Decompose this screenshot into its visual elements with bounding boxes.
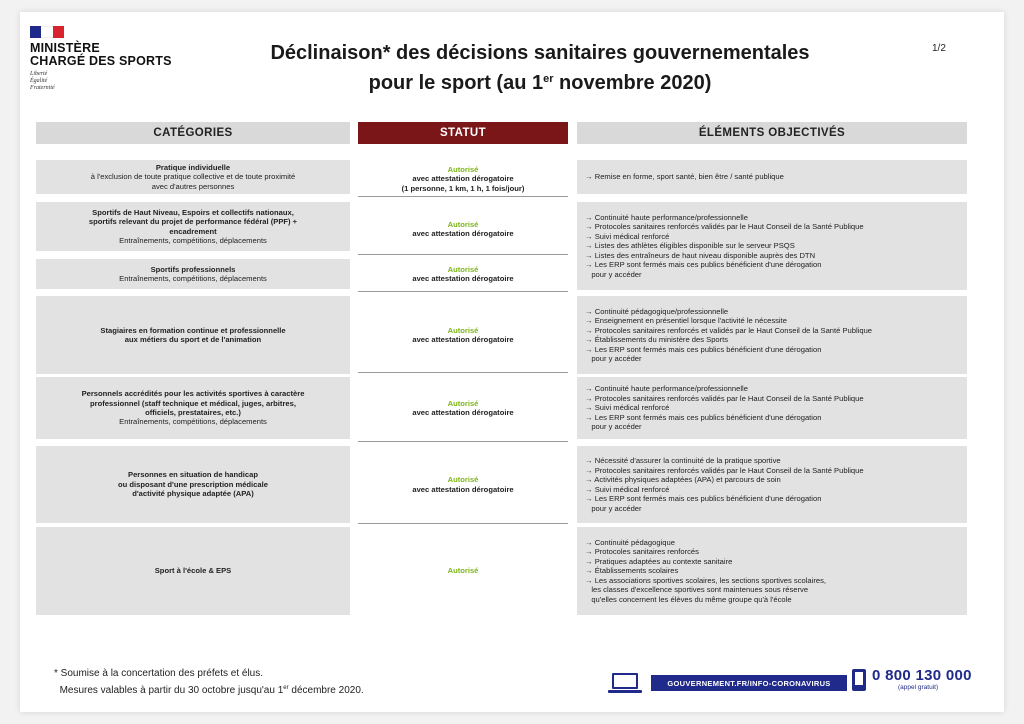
- row-separator: [358, 254, 568, 255]
- element-item: → Listes des athlètes éligibles disponible sur le serveur PSQS: [585, 241, 795, 251]
- status-line: avec attestation dérogatoire: [412, 274, 514, 283]
- element-item: qu'elles concernent les élèves du même groupe qu'à l'école: [585, 594, 792, 604]
- element-item: → Établissements scolaires: [585, 566, 679, 576]
- element-item: → Continuité haute performance/professionnelle: [585, 212, 748, 222]
- footnote-line1: * Soumise à la concertation des préfets et élus.: [54, 668, 264, 679]
- category-line: ou disposant d'une prescription médicale: [118, 479, 268, 489]
- category-line: encadrement: [169, 226, 217, 236]
- row-separator: [358, 372, 568, 373]
- category-line: officiels, prestataires, etc.): [145, 408, 241, 417]
- status-authorized: Autorisé: [447, 264, 479, 274]
- elements-cell: [577, 202, 967, 290]
- ministry-name-line1: MINISTÈRE: [30, 41, 100, 55]
- row-separator: [358, 291, 568, 292]
- element-item: → Continuité pédagogique: [585, 537, 675, 547]
- category-line: Entraînements, compétitions, déplacements: [119, 274, 267, 283]
- page-number: 1/2: [932, 43, 946, 54]
- title-line1: Déclinaison* des décisions sanitaires gouvernementales: [270, 42, 810, 64]
- status-line: avec attestation dérogatoire: [412, 174, 514, 184]
- category-line: professionnel (staff technique et médical, juges, arbitres,: [90, 398, 296, 408]
- element-item: → Activités physiques adaptées (APA) et parcours de soin: [585, 475, 781, 484]
- category-line: Entraînements, compétitions, déplacements: [119, 235, 267, 245]
- element-item: → Listes des entraîneurs de haut niveau disponible auprès des DTN: [585, 250, 816, 260]
- element-item: → Les ERP sont fermés mais ces publics bénéficient d'une dérogation: [585, 412, 822, 422]
- elements-cell: [577, 527, 967, 615]
- category-line: Pratique individuelle: [155, 162, 231, 172]
- category-line: Sportifs professionnels: [150, 264, 236, 274]
- element-item: → Les ERP sont fermés mais ces publics bénéficient d'une dérogation: [585, 260, 822, 270]
- category-line: d'activité physique adaptée (APA): [132, 489, 254, 499]
- status-authorized: Autorisé: [447, 566, 479, 576]
- footnote-line2: Mesures valables à partir du 30 octobre jusqu'au 1er décembre 2020.: [59, 685, 364, 696]
- title-line2: pour le sport (au 1er novembre 2020): [368, 72, 712, 94]
- element-item: → Remise en forme, sport santé, bien être / santé publique: [585, 172, 784, 182]
- category-line: sportifs relevant du projet de performance fédéral (PPF) +: [88, 217, 298, 227]
- element-item: → Protocoles sanitaires renforcés et validés par le Haut Conseil de la Santé Publique: [585, 325, 873, 335]
- status-authorized: Autorisé: [447, 398, 479, 408]
- element-item: → Suivi médical renforcé: [585, 484, 670, 494]
- header-status: STATUT: [358, 122, 568, 144]
- status-line: (1 personne, 1 km, 1 h, 1 fois/jour): [401, 183, 525, 193]
- element-item: → Nécessité d'assurer la continuité de la pratique sportive: [585, 456, 781, 465]
- row-separator: [358, 196, 568, 197]
- element-item: → Pratiques adaptées au contexte sanitaire: [585, 556, 733, 566]
- status-cell: [358, 258, 568, 290]
- footnote: [54, 667, 364, 698]
- status-cell: [358, 160, 568, 198]
- element-item: pour y accéder: [585, 422, 642, 432]
- status-cell: [358, 446, 568, 523]
- elements-cell: [577, 377, 967, 439]
- status-line: avec attestation dérogatoire: [412, 484, 514, 494]
- row-separator: [358, 523, 568, 524]
- phone-icon: [852, 669, 866, 691]
- category-line: Personnels accrédités pour les activités sportives à caractère: [81, 389, 305, 399]
- element-item: → Protocoles sanitaires renforcés: [585, 547, 699, 557]
- element-item: → Protocoles sanitaires renforcés validés par le Haut Conseil de la Santé Publique: [585, 393, 864, 403]
- category-cell: [36, 259, 350, 289]
- republic-motto: Liberté Égalité Fraternité: [30, 71, 55, 91]
- category-cell: [36, 296, 350, 374]
- element-item: → Enseignement en présentiel lorsque l'activité le nécessite: [585, 316, 787, 325]
- category-line: Entraînements, compétitions, déplacements: [119, 417, 267, 427]
- ministry-logo: [30, 26, 190, 92]
- status-line: avec attestation dérogatoire: [412, 408, 514, 417]
- element-item: → Continuité haute performance/professionnelle: [585, 384, 748, 394]
- status-line: avec attestation dérogatoire: [412, 229, 514, 238]
- header-elements: ÉLÉMENTS OBJECTIVÉS: [577, 122, 967, 144]
- category-line: Stagiaires en formation continue et professionnelle: [100, 325, 286, 335]
- page-title: [230, 40, 850, 96]
- category-cell: [36, 377, 350, 439]
- status-cell: [358, 527, 568, 615]
- category-cell: [36, 160, 350, 194]
- category-cell: [36, 527, 350, 615]
- row-separator: [358, 441, 568, 442]
- header-categories: CATÉGORIES: [36, 122, 350, 144]
- phone-note: (appel gratuit): [898, 684, 939, 691]
- status-cell: [358, 296, 568, 374]
- laptop-icon: [607, 672, 643, 694]
- gov-url-link[interactable]: GOUVERNEMENT.FR/INFO-CORONAVIRUS: [651, 675, 847, 691]
- element-item: → Protocoles sanitaires renforcés validés par le Haut Conseil de la Santé Publique: [585, 465, 864, 475]
- element-item: → Les associations sportives scolaires, les sections sportives scolaires,: [585, 575, 826, 585]
- status-authorized: Autorisé: [447, 475, 479, 485]
- status-authorized: Autorisé: [447, 325, 479, 335]
- element-item: → Suivi médical renforcé: [585, 403, 670, 413]
- element-item: → Les ERP sont fermés mais ces publics bénéficient d'une dérogation: [585, 494, 822, 503]
- elements-cell: [577, 160, 967, 194]
- ministry-name-line2: CHARGÉ DES SPORTS: [30, 54, 172, 68]
- status-line: avec attestation dérogatoire: [412, 335, 514, 344]
- category-cell: [36, 202, 350, 251]
- element-item: → Les ERP sont fermés mais ces publics bénéficient d'une dérogation: [585, 344, 822, 354]
- elements-cell: [577, 296, 967, 374]
- category-line: Sportifs de Haut Niveau, Espoirs et collectifs nationaux,: [92, 207, 294, 217]
- status-cell: [358, 204, 568, 254]
- element-item: les classes d'excellence sportives sont maintenues sous réserve: [585, 585, 809, 595]
- flag-icon: [30, 26, 64, 38]
- element-item: pour y accéder: [585, 503, 642, 513]
- category-line: avec d'autres personnes: [151, 181, 235, 191]
- category-cell: [36, 446, 350, 523]
- status-authorized: Autorisé: [447, 219, 479, 229]
- element-item: pour y accéder: [585, 354, 642, 363]
- status-cell: [358, 377, 568, 439]
- element-item: → Suivi médical renforcé: [585, 231, 670, 241]
- phone-number[interactable]: 0 800 130 000: [872, 667, 972, 684]
- element-item: → Protocoles sanitaires renforcés validés par le Haut Conseil de la Santé Publique: [585, 222, 864, 232]
- element-item: → Continuité pédagogique/professionnelle: [585, 306, 729, 316]
- elements-cell: [577, 446, 967, 523]
- status-authorized: Autorisé: [447, 164, 479, 174]
- category-line: aux métiers du sport et de l'animation: [124, 335, 262, 344]
- category-line: Personnes en situation de handicap: [128, 470, 258, 480]
- element-item: pour y accéder: [585, 269, 642, 279]
- category-line: Sport à l'école & EPS: [154, 566, 232, 576]
- element-item: → Établissements du ministère des Sports: [585, 335, 729, 344]
- category-line: à l'exclusion de toute pratique collective et de toute proximité: [90, 172, 296, 182]
